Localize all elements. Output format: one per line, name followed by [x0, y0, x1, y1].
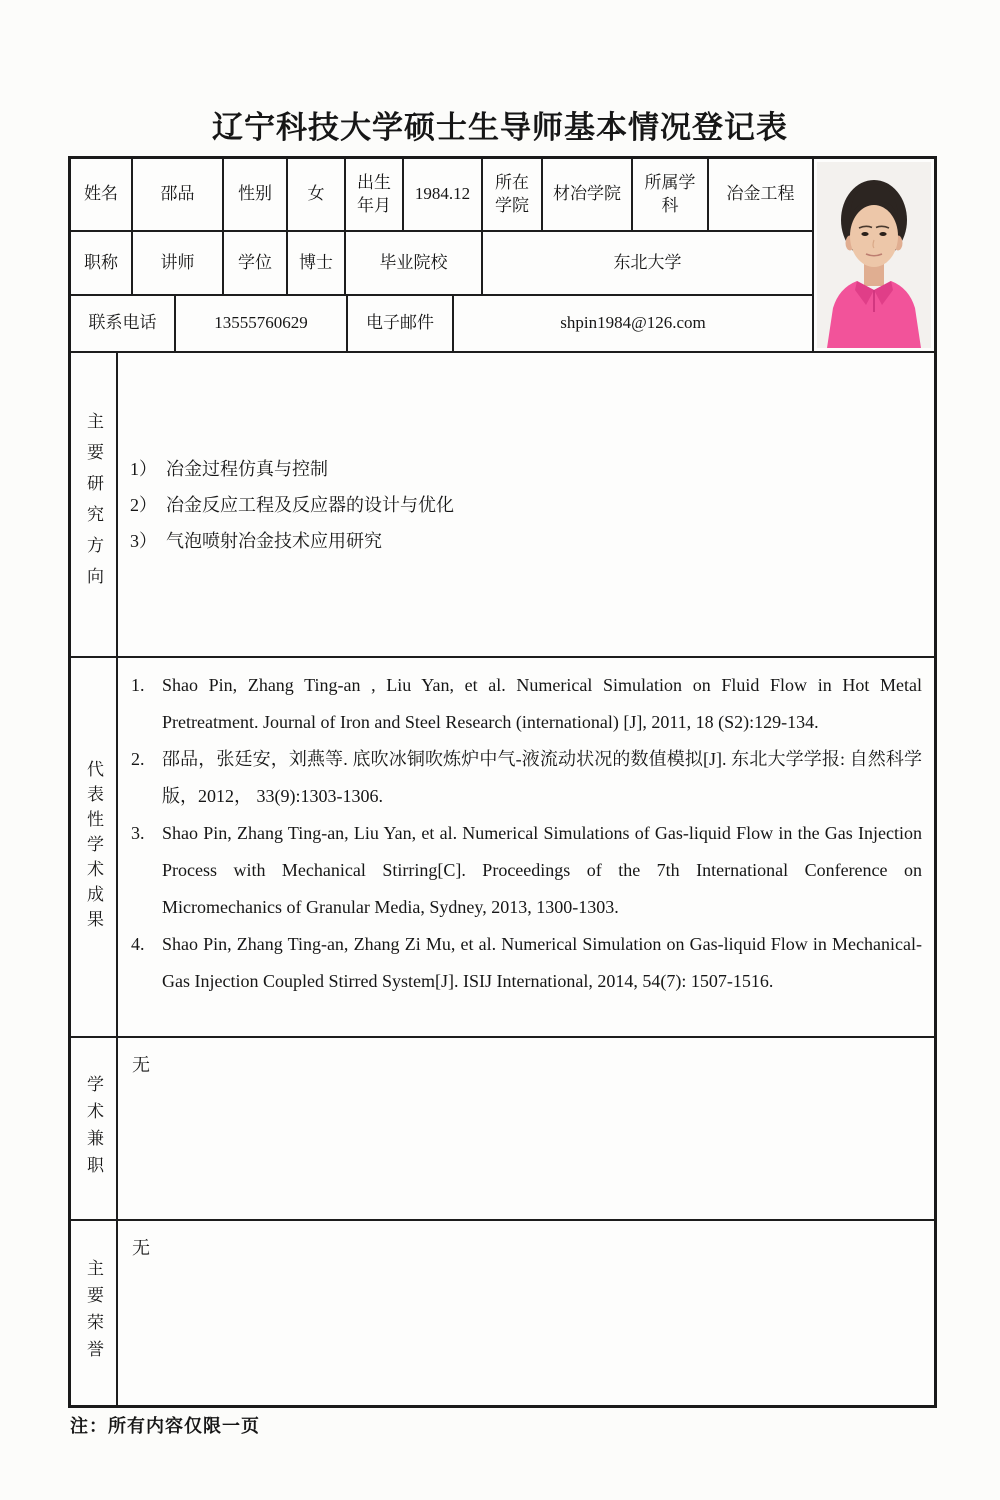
publication-item [128, 926, 922, 1000]
section-label-cell [71, 353, 118, 656]
birth-value: 1984.12 [404, 159, 483, 230]
basic-info-section [71, 159, 934, 353]
phone-label: 联系电话 [71, 296, 176, 351]
research-directions-label: 主要研究方向 [84, 411, 103, 598]
graduate-school-value: 东北大学 [483, 232, 814, 294]
portrait-photo [817, 162, 931, 348]
item-number: 2） [130, 494, 157, 515]
section-label-cell [71, 658, 118, 1036]
section-label-cell [71, 1038, 118, 1219]
graduate-school-label: 毕业院校 [346, 232, 483, 294]
name-label: 姓名 [71, 159, 133, 230]
publications-section [71, 658, 934, 1038]
page-title: 辽宁科技大学硕士生导师基本情况登记表 [212, 110, 788, 145]
academic-posts-content: 无 [132, 1055, 150, 1075]
phone-value: 13555760629 [176, 296, 348, 351]
research-direction-item [130, 523, 934, 559]
item-text: 气泡喷射冶金技术应用研究 [166, 530, 382, 551]
degree-value: 博士 [288, 232, 346, 294]
basic-info-grid [71, 159, 814, 351]
table-row [71, 296, 814, 351]
discipline-value: 冶金工程 [709, 159, 814, 230]
item-number: 1） [130, 458, 157, 479]
academic-posts-section [71, 1038, 934, 1221]
college-label: 所在学院 [483, 159, 543, 230]
publications-label: 代表性学术成果 [84, 759, 103, 935]
publications-list [118, 658, 934, 1036]
section-label-cell [71, 1221, 118, 1405]
footer-note: 注：所有内容仅限一页 [70, 1416, 260, 1436]
publication-item [128, 667, 922, 741]
email-label: 电子邮件 [348, 296, 454, 351]
publication-text: 邵品，张廷安，刘燕等. 底吹冰铜吹炼炉中气-液流动状况的数值模拟[J]. 东北大学学报: 自然科学版，2012， 33(9):1303-1306. [162, 749, 922, 806]
college-value: 材冶学院 [543, 159, 633, 230]
research-directions-list [118, 353, 934, 656]
academic-posts-label: 学术兼职 [84, 1074, 103, 1183]
publication-item [128, 741, 922, 815]
gender-value: 女 [288, 159, 346, 230]
publication-text: Shao Pin, Zhang Ting-an, Zhang Zi Mu, et al. Numerical Simulation on Gas-liquid Flow in Mechanical-Gas Injection Coupled Stirred System[J]. ISIJ International, 2014, 54(7): 1507-1516. [162, 934, 922, 991]
research-directions-section [71, 353, 934, 658]
research-direction-item [130, 487, 934, 523]
photo-cell [814, 159, 934, 351]
item-number: 2. [131, 749, 145, 769]
item-text: 冶金过程仿真与控制 [166, 458, 328, 479]
discipline-label: 所属学科 [633, 159, 709, 230]
table-row [71, 232, 814, 296]
form-table [68, 156, 937, 1408]
birth-label: 出生年月 [346, 159, 404, 230]
publication-item [128, 815, 922, 926]
publication-text: Shao Pin, Zhang Ting-an, Liu Yan, et al. Numerical Simulations of Gas-liquid Flow in the Gas Injection Process with Mechanical Stirring[C]. Proceedings of the 7th International Conference on Micromechanics of Granular Media, Sydney, 2013, 1300-1303. [162, 823, 922, 917]
item-number: 3） [130, 530, 157, 551]
research-direction-item [130, 451, 934, 487]
publication-text: Shao Pin, Zhang Ting-an , Liu Yan, et al. Numerical Simulation on Fluid Flow in Hot Metal Pretreatment. Journal of Iron and Steel Research (international) [J], 2011, 18 (S2):129-134. [162, 675, 922, 732]
honors-label: 主要荣誉 [84, 1259, 103, 1367]
item-text: 冶金反应工程及反应器的设计与优化 [166, 494, 454, 515]
item-number: 4. [131, 934, 145, 954]
honors-section [71, 1221, 934, 1405]
item-number: 3. [131, 823, 145, 843]
email-value: shpin1984@126.com [454, 296, 814, 351]
job-title-label: 职称 [71, 232, 133, 294]
item-number: 1. [131, 675, 145, 695]
honors-content: 无 [132, 1238, 150, 1258]
degree-label: 学位 [224, 232, 288, 294]
table-row [71, 159, 814, 232]
name-value: 邵品 [133, 159, 224, 230]
gender-label: 性别 [224, 159, 288, 230]
job-title-value: 讲师 [133, 232, 224, 294]
